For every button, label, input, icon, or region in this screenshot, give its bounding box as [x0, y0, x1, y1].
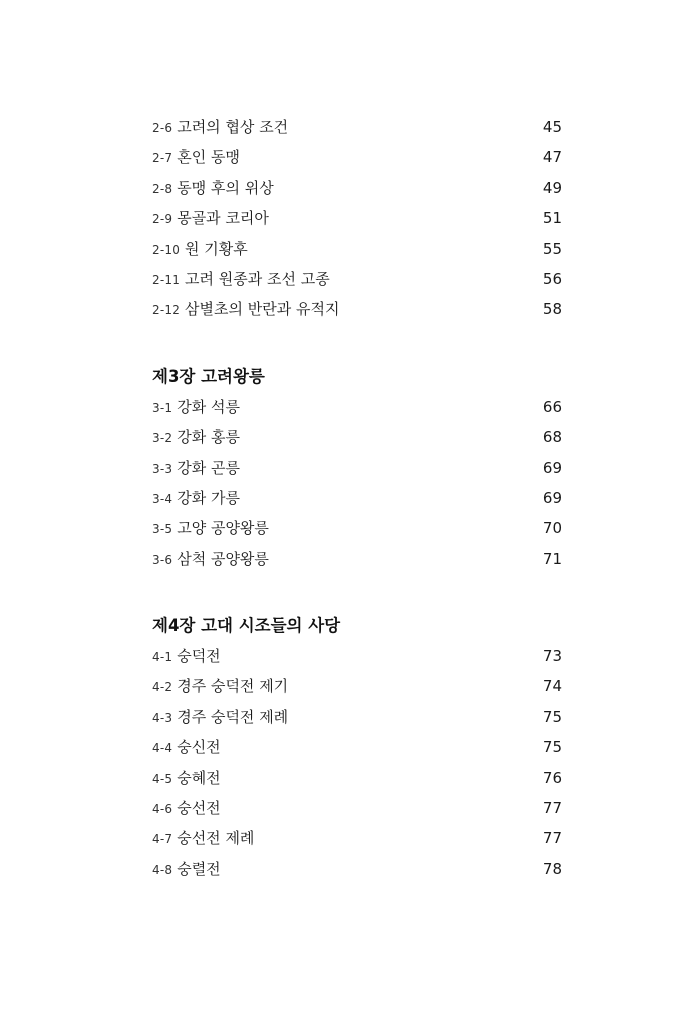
entry-number: 3-3	[152, 461, 173, 476]
entry-page-number: 77	[542, 829, 562, 848]
toc-entry[interactable]	[152, 203, 562, 233]
toc-entry[interactable]	[152, 641, 562, 671]
toc-entry[interactable]	[152, 513, 562, 543]
entry-page-number: 75	[542, 738, 562, 757]
entry-number: 4-6	[152, 802, 173, 817]
toc-entry[interactable]	[152, 483, 562, 513]
toc-entry[interactable]	[152, 294, 562, 324]
toc-entry[interactable]	[152, 671, 562, 701]
toc-section-chapter-4	[152, 611, 562, 884]
entry-title: 원 기황후	[185, 239, 248, 258]
entry-title: 숭선전	[177, 799, 221, 818]
entry-number: 3-6	[152, 552, 173, 567]
chapter-title[interactable]: 제4장 고대 시조들의 사당	[152, 616, 341, 636]
entry-page-number: 76	[542, 768, 562, 787]
entry-title: 혼인 동맹	[177, 148, 240, 167]
entry-page-number: 77	[542, 799, 562, 818]
entry-page-number: 73	[542, 647, 562, 666]
entry-page-number: 75	[542, 707, 562, 726]
toc-section-chapter-3	[152, 362, 562, 574]
entry-page-number: 70	[542, 519, 562, 538]
entry-number: 3-1	[152, 400, 173, 415]
chapter-title[interactable]: 제3장 고려왕릉	[152, 366, 265, 386]
entry-number: 4-8	[152, 862, 173, 877]
entry-title: 고양 공양왕릉	[177, 519, 269, 538]
toc-entry[interactable]	[152, 142, 562, 172]
entry-title: 경주 숭덕전 제례	[177, 707, 289, 726]
entry-page-number: 78	[542, 859, 562, 878]
entry-page-number: 69	[542, 488, 562, 507]
entry-page-number: 74	[542, 677, 562, 696]
toc-entry[interactable]	[152, 112, 562, 142]
entry-title: 강화 석릉	[177, 397, 240, 416]
entry-number: 2-12	[152, 303, 181, 318]
toc-section-chapter-2	[152, 112, 562, 325]
entry-number: 2-6	[152, 121, 173, 135]
toc-entry[interactable]	[152, 793, 562, 823]
entry-number: 4-4	[152, 741, 173, 756]
entry-title: 경주 숭덕전 제기	[177, 677, 289, 696]
entry-number: 2-11	[152, 272, 181, 287]
entry-title: 숭혜전	[177, 768, 221, 787]
table-of-contents	[152, 112, 562, 884]
entry-number: 2-7	[152, 151, 173, 166]
entry-number: 4-7	[152, 832, 173, 847]
toc-entry[interactable]	[152, 854, 562, 884]
entry-title: 숭선전 제례	[177, 829, 255, 848]
entry-number: 3-2	[152, 431, 173, 446]
entry-number: 4-2	[152, 680, 173, 695]
toc-entry[interactable]	[152, 264, 562, 294]
entry-title: 숭신전	[177, 738, 221, 757]
entry-number: 4-1	[152, 650, 173, 665]
entry-page-number: 68	[542, 428, 562, 447]
entry-number: 4-5	[152, 771, 173, 786]
entry-page-number: 56	[542, 269, 562, 288]
toc-entry[interactable]	[152, 823, 562, 853]
entry-page-number: 45	[542, 118, 562, 136]
entry-title: 동맹 후의 위상	[177, 178, 274, 197]
toc-entry[interactable]	[152, 173, 562, 203]
entry-number: 4-3	[152, 710, 173, 725]
toc-entry[interactable]	[152, 544, 562, 574]
entry-page-number: 49	[542, 178, 562, 197]
entry-page-number: 58	[542, 300, 562, 319]
entry-page-number: 51	[542, 209, 562, 228]
toc-entry[interactable]	[152, 732, 562, 762]
entry-title: 숭덕전	[177, 647, 221, 666]
entry-page-number: 55	[542, 239, 562, 258]
toc-entry[interactable]	[152, 702, 562, 732]
entry-title: 삼척 공양왕릉	[177, 549, 269, 568]
toc-entry[interactable]	[152, 763, 562, 793]
toc-entry[interactable]	[152, 234, 562, 264]
entry-title: 강화 곤릉	[177, 458, 240, 477]
entry-page-number: 66	[542, 397, 562, 416]
entry-page-number: 47	[542, 148, 562, 167]
entry-title: 강화 가릉	[177, 488, 240, 507]
entry-title: 숭렬전	[177, 859, 221, 878]
entry-page-number: 69	[542, 458, 562, 477]
entry-title: 강화 홍릉	[177, 428, 240, 447]
entry-title: 몽골과 코리아	[177, 209, 269, 228]
entry-number: 3-5	[152, 522, 173, 537]
entry-title: 고려의 협상 조건	[177, 118, 289, 136]
entry-number: 2-8	[152, 181, 173, 196]
entry-page-number: 71	[542, 549, 562, 568]
entry-title: 삼별초의 반란과 유적지	[185, 300, 340, 319]
toc-entry[interactable]	[152, 453, 562, 483]
entry-number: 2-10	[152, 242, 181, 257]
entry-title: 고려 원종과 조선 고종	[185, 269, 330, 288]
entry-number: 3-4	[152, 491, 173, 506]
entry-number: 2-9	[152, 212, 173, 227]
toc-entry[interactable]	[152, 392, 562, 422]
toc-entry[interactable]	[152, 422, 562, 452]
